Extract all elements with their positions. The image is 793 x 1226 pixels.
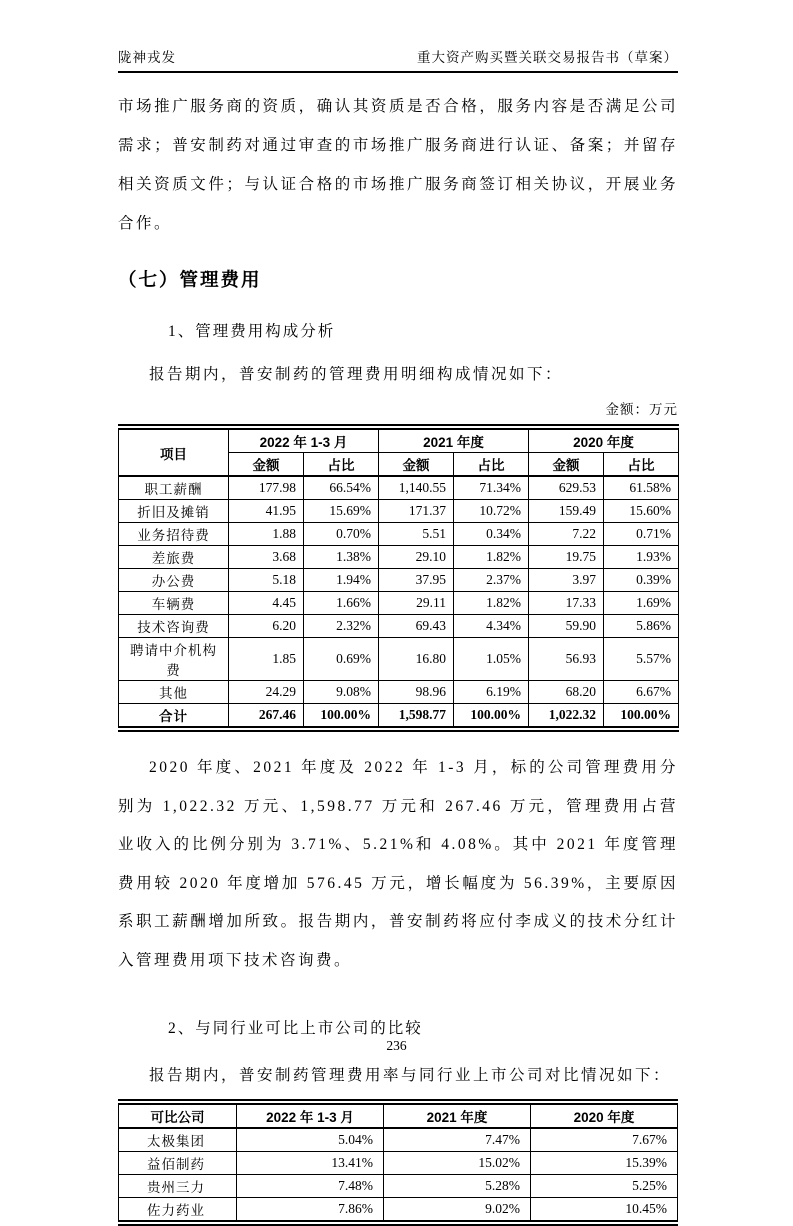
cell-value: 10.72%	[454, 500, 529, 523]
cell-value: 15.60%	[604, 500, 679, 523]
row-label: 职工薪酬	[119, 476, 229, 500]
cell-value: 15.69%	[304, 500, 379, 523]
cell-value: 7.22	[529, 523, 604, 546]
cell-value: 1,140.55	[379, 476, 454, 500]
cell-value: 13.41%	[237, 1152, 384, 1175]
cell-value: 6.20	[229, 615, 304, 638]
col-header-ratio: 占比	[454, 453, 529, 477]
cell-value: 41.95	[229, 500, 304, 523]
col-header-amount: 金额	[379, 453, 454, 477]
table-total-row	[119, 704, 679, 730]
row-label: 办公费	[119, 569, 229, 592]
cell-value: 10.45%	[531, 1198, 678, 1224]
cell-value: 71.34%	[454, 476, 529, 500]
table-row	[119, 476, 679, 500]
col-header-period-2020: 2020 年度	[531, 1102, 678, 1128]
cell-value: 0.71%	[604, 523, 679, 546]
cell-value: 1.82%	[454, 546, 529, 569]
row-label: 车辆费	[119, 592, 229, 615]
header-company-name: 陇神戎发	[118, 50, 176, 65]
cell-value: 37.95	[379, 569, 454, 592]
company-name: 贵州三力	[119, 1175, 237, 1198]
admin-expense-composition-table	[118, 424, 679, 732]
cell-value: 15.02%	[384, 1152, 531, 1175]
cell-value: 1.38%	[304, 546, 379, 569]
analysis-paragraph: 2020 年度、2021 年度及 2022 年 1-3 月，标的公司管理费用分别为 1,022.32 万元、1,598.77 万元和 267.46 万元，管理费用占营业收入的比例分别为 3.71%、5.21%和 4.08%。其中 2021 年度管理费用较 2020 年度增加 576.45 万元，增长幅度为 56.39%，主要原因系职工薪酬增加所致。报告期内，普安制药将应付李成义的技术分红计入管理费用项下技术咨询费。	[118, 759, 678, 969]
cell-value: 0.70%	[304, 523, 379, 546]
cell-value: 56.93	[529, 638, 604, 681]
cell-value: 1.93%	[604, 546, 679, 569]
cell-value: 1.88	[229, 523, 304, 546]
cell-value: 2.32%	[304, 615, 379, 638]
cell-value: 9.02%	[384, 1198, 531, 1224]
cell-value: 7.86%	[237, 1198, 384, 1224]
table-header-row	[119, 1102, 678, 1128]
cell-value: 1.82%	[454, 592, 529, 615]
cell-value: 1,022.32	[529, 704, 604, 730]
cell-value: 7.67%	[531, 1128, 678, 1152]
cell-value: 7.47%	[384, 1128, 531, 1152]
row-label: 其他	[119, 681, 229, 704]
cell-value: 6.19%	[454, 681, 529, 704]
total-label: 合计	[119, 704, 229, 730]
section-heading: （七）管理费用	[118, 269, 262, 290]
col-header-period-2020: 2020 年度	[529, 427, 679, 453]
cell-value: 4.34%	[454, 615, 529, 638]
cell-value: 3.68	[229, 546, 304, 569]
table-row	[119, 546, 679, 569]
col-header-period-2021: 2021 年度	[384, 1102, 531, 1128]
cell-value: 1.69%	[604, 592, 679, 615]
col-header-period-2021: 2021 年度	[379, 427, 529, 453]
cell-value: 5.04%	[237, 1128, 384, 1152]
cell-value: 100.00%	[454, 704, 529, 730]
cell-value: 7.48%	[237, 1175, 384, 1198]
cell-value: 5.86%	[604, 615, 679, 638]
cell-value: 1,598.77	[379, 704, 454, 730]
table-row	[119, 1175, 678, 1198]
cell-value: 177.98	[229, 476, 304, 500]
company-name: 太极集团	[119, 1128, 237, 1152]
cell-value: 17.33	[529, 592, 604, 615]
col-header-amount: 金额	[229, 453, 304, 477]
cell-value: 19.75	[529, 546, 604, 569]
table-row	[119, 681, 679, 704]
table-unit-note: 金额：万元	[605, 402, 678, 417]
subsection-1-title: 1、管理费用构成分析	[168, 323, 336, 340]
cell-value: 1.05%	[454, 638, 529, 681]
cell-value: 16.80	[379, 638, 454, 681]
cell-value: 2.37%	[454, 569, 529, 592]
running-header	[118, 46, 678, 73]
cell-value: 24.29	[229, 681, 304, 704]
cell-value: 5.18	[229, 569, 304, 592]
cell-value: 6.67%	[604, 681, 679, 704]
cell-value: 29.11	[379, 592, 454, 615]
cell-value: 1.94%	[304, 569, 379, 592]
table-row	[119, 1152, 678, 1175]
cell-value: 29.10	[379, 546, 454, 569]
table-row	[119, 523, 679, 546]
table-row	[119, 592, 679, 615]
table-row	[119, 638, 679, 681]
row-label: 差旅费	[119, 546, 229, 569]
cell-value: 159.49	[529, 500, 604, 523]
table-row	[119, 615, 679, 638]
col-header-ratio: 占比	[604, 453, 679, 477]
table-row	[119, 1128, 678, 1152]
subsection-1-intro: 报告期内，普安制药的管理费用明细构成情况如下：	[149, 366, 564, 383]
cell-value: 3.97	[529, 569, 604, 592]
cell-value: 5.57%	[604, 638, 679, 681]
cell-value: 61.58%	[604, 476, 679, 500]
cell-value: 0.69%	[304, 638, 379, 681]
cell-value: 5.25%	[531, 1175, 678, 1198]
header-document-title: 重大资产购买暨关联交易报告书（草案）	[417, 50, 678, 65]
cell-value: 15.39%	[531, 1152, 678, 1175]
cell-value: 100.00%	[304, 704, 379, 730]
row-label: 折旧及摊销	[119, 500, 229, 523]
cell-value: 69.43	[379, 615, 454, 638]
row-label: 聘请中介机构费	[119, 638, 229, 681]
cell-value: 100.00%	[604, 704, 679, 730]
subsection-2-title: 2、与同行业可比上市公司的比较	[168, 1020, 423, 1037]
col-header-period-2022: 2022 年 1-3 月	[229, 427, 379, 453]
cell-value: 171.37	[379, 500, 454, 523]
cell-value: 629.53	[529, 476, 604, 500]
cell-value: 9.08%	[304, 681, 379, 704]
cell-value: 1.66%	[304, 592, 379, 615]
table-row	[119, 1198, 678, 1224]
cell-value: 1.85	[229, 638, 304, 681]
table-header-row-periods	[119, 427, 679, 453]
cell-value: 5.28%	[384, 1175, 531, 1198]
cell-value: 267.46	[229, 704, 304, 730]
col-header-ratio: 占比	[304, 453, 379, 477]
cell-value: 98.96	[379, 681, 454, 704]
page-number: 236	[386, 1038, 407, 1053]
table-row	[119, 569, 679, 592]
cell-value: 59.90	[529, 615, 604, 638]
cell-value: 68.20	[529, 681, 604, 704]
col-header-company: 可比公司	[119, 1102, 237, 1128]
continued-paragraph: 市场推广服务商的资质，确认其资质是否合格，服务内容是否满足公司需求；普安制药对通过审查的市场推广服务商进行认证、备案；并留存相关资质文件；与认证合格的市场推广服务商签订相关协议，开展业务合作。	[118, 98, 678, 232]
cell-value: 66.54%	[304, 476, 379, 500]
company-name: 佐力药业	[119, 1198, 237, 1224]
table-row	[119, 500, 679, 523]
row-label: 技术咨询费	[119, 615, 229, 638]
cell-value: 4.45	[229, 592, 304, 615]
peer-comparison-table	[118, 1099, 678, 1226]
company-name: 益佰制药	[119, 1152, 237, 1175]
col-header-item: 项目	[119, 427, 229, 476]
cell-value: 5.51	[379, 523, 454, 546]
cell-value: 0.39%	[604, 569, 679, 592]
cell-value: 0.34%	[454, 523, 529, 546]
col-header-amount: 金额	[529, 453, 604, 477]
col-header-period-2022: 2022 年 1-3 月	[237, 1102, 384, 1128]
row-label: 业务招待费	[119, 523, 229, 546]
subsection-2-intro: 报告期内，普安制药管理费用率与同行业上市公司对比情况如下：	[149, 1067, 672, 1084]
